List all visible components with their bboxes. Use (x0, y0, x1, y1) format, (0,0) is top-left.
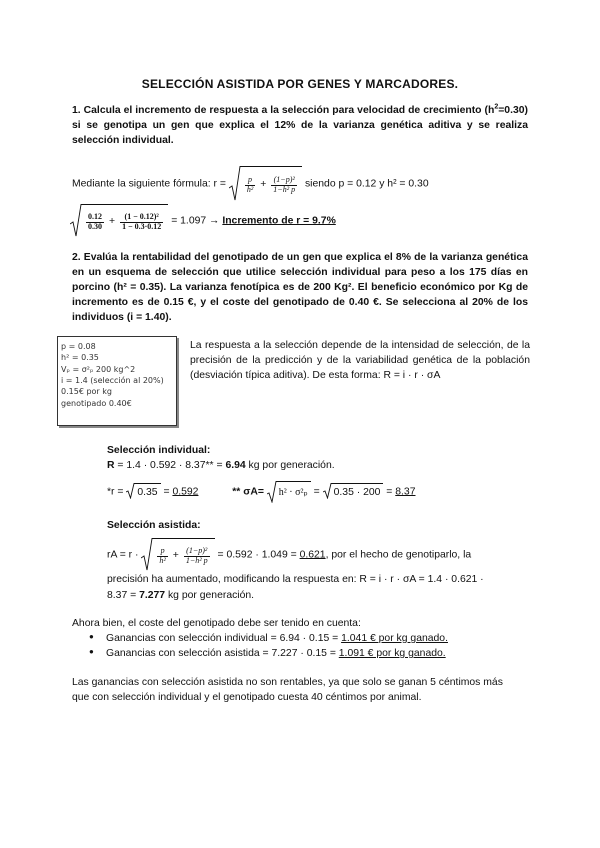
formula-suffix: siendo p = 0.12 y h² = 0.30 (304, 178, 429, 190)
question-1-sup: 2 (494, 103, 499, 111)
question-2: 2. Evalúa la rentabilidad del genotipado de un gen que explica el 8% de la varianza genética en un esquema de selección que utilice selección individual para peso a los 175 días en porcino (h² = 0.35). La varianza fenotípica es de 200 Kg². El beneficio económico por Kg de incremento es de 0.15 €, y el coste del genotipado de 0.40 €. Se selecciona al 20% de los individuos (i = 1.40). (72, 252, 528, 324)
box-line: genotipado 0.40€ (61, 398, 132, 408)
box-line: Vₚ = σ²ₚ 200 kg^2 (61, 364, 136, 374)
page-title: SELECCIÓN ASISTIDA POR GENES Y MARCADORES. (141, 77, 459, 91)
answer-1: Incremento de r = 9.7% (222, 215, 336, 227)
r-and-sigma-line: *r = 0.35 = 0.592 ** σA= h² · σ²ₚ = 0.35 · 200 = 8.37 (107, 481, 416, 503)
assisted-line-2: precisión ha aumentado, modificando la respuesta en: R = i · r · σA = 1.4 · 0.621 · (107, 574, 484, 585)
formula-intro: Mediante la siguiente fórmula: r = (72, 178, 226, 190)
individual-heading: Selección individual: (107, 445, 211, 456)
calc-frac-2: $\frac{\text{(1 − 0.12)²}}{1 - 0.3\cdot 0.12}$ (122, 211, 162, 231)
ra-line: rA = r · $\frac{p}{\text{h²}}$ + $\frac{\text{(1−p)²}}{\text{1−h² p}}$ = 0.592 · 1.049 = 0.621, por el hecho de genotiparlo, la (107, 538, 471, 572)
ra-sqrt: $\frac{p}{\text{h²}}$ + $\frac{\text{(1−p)²}}{\text{1−h² p}}$ (141, 538, 214, 572)
assisted-line-3: 8.37 = 7.277 kg por generación. (107, 590, 255, 601)
calc-result: = 1.097 → (171, 215, 220, 227)
r-sqrt: 0.35 (126, 483, 160, 500)
conclusion: Las ganancias con selección asistida no son rentables, ya que solo se ganan 5 céntimos más que con selección individual y el genotipado cuesta 40 céntimos por animal. (72, 677, 503, 704)
formula-frac-2: $\frac{\text{(1−p)²}}{\text{1−h² p}}$ (273, 174, 296, 194)
formula-sqrt: $\frac{p}{\text{h²}}$ + $\frac{\text{(1−p)²}}{\text{1−h² p}}$ (229, 166, 302, 202)
cost-intro: Ahora bien, el coste del genotipado debe ser tenido en cuenta: (72, 618, 361, 629)
sigma-sqrt: h² · σ²ₚ (267, 481, 311, 503)
box-line: 0.15€ por kg (61, 387, 112, 397)
box-line: p = 0.08 (61, 342, 96, 351)
gains-list (86, 631, 448, 661)
list-item: ● Ganancias con selección asistida = 7.227 · 0.15 = 1.091 € por kg ganado. (86, 646, 448, 661)
data-box (57, 336, 177, 426)
calc-sqrt: $\frac{0.12}{0.30}$ + $\frac{\text{(1 − 0.12)²}}{1 - 0.3\cdot 0.12}$ (70, 204, 168, 238)
explanation-text: La respuesta a la selección depende de la intensidad de selección, de la precisión de la predicción y de la variabilidad genética de la población (desviación típica aditiva). De esta forma: R = i · r · σA (190, 340, 530, 382)
formula-line (72, 166, 429, 202)
individual-line: R = 1.4 · 0.592 · 8.37** = 6.94 kg por generación. (107, 460, 335, 471)
assisted-heading: Selección asistida: (107, 520, 201, 531)
calc-line (70, 204, 336, 238)
calc-frac-1: $\frac{0.12}{0.30}$ (88, 211, 102, 231)
list-item: ● Ganancias con selección individual = 6.94 · 0.15 = 1.041 € por kg ganado. (86, 631, 448, 646)
box-line: i = 1.4 (selección al 20%) (61, 376, 164, 386)
question-1-text-a: 1. Calcula el incremento de respuesta a la selección para velocidad de crecimiento (h (72, 105, 495, 116)
formula-frac-1: $\frac{p}{\text{h²}}$ (246, 174, 254, 194)
question-1 (72, 103, 528, 148)
sigma-sqrt-2: 0.35 · 200 (323, 483, 384, 500)
box-line: h² = 0.35 (61, 353, 99, 363)
question-1-text-b: =0.30) si se genotipa un gen que explica el 12% de la varianza genética aditiva y se realiza selección individual. (72, 105, 528, 147)
